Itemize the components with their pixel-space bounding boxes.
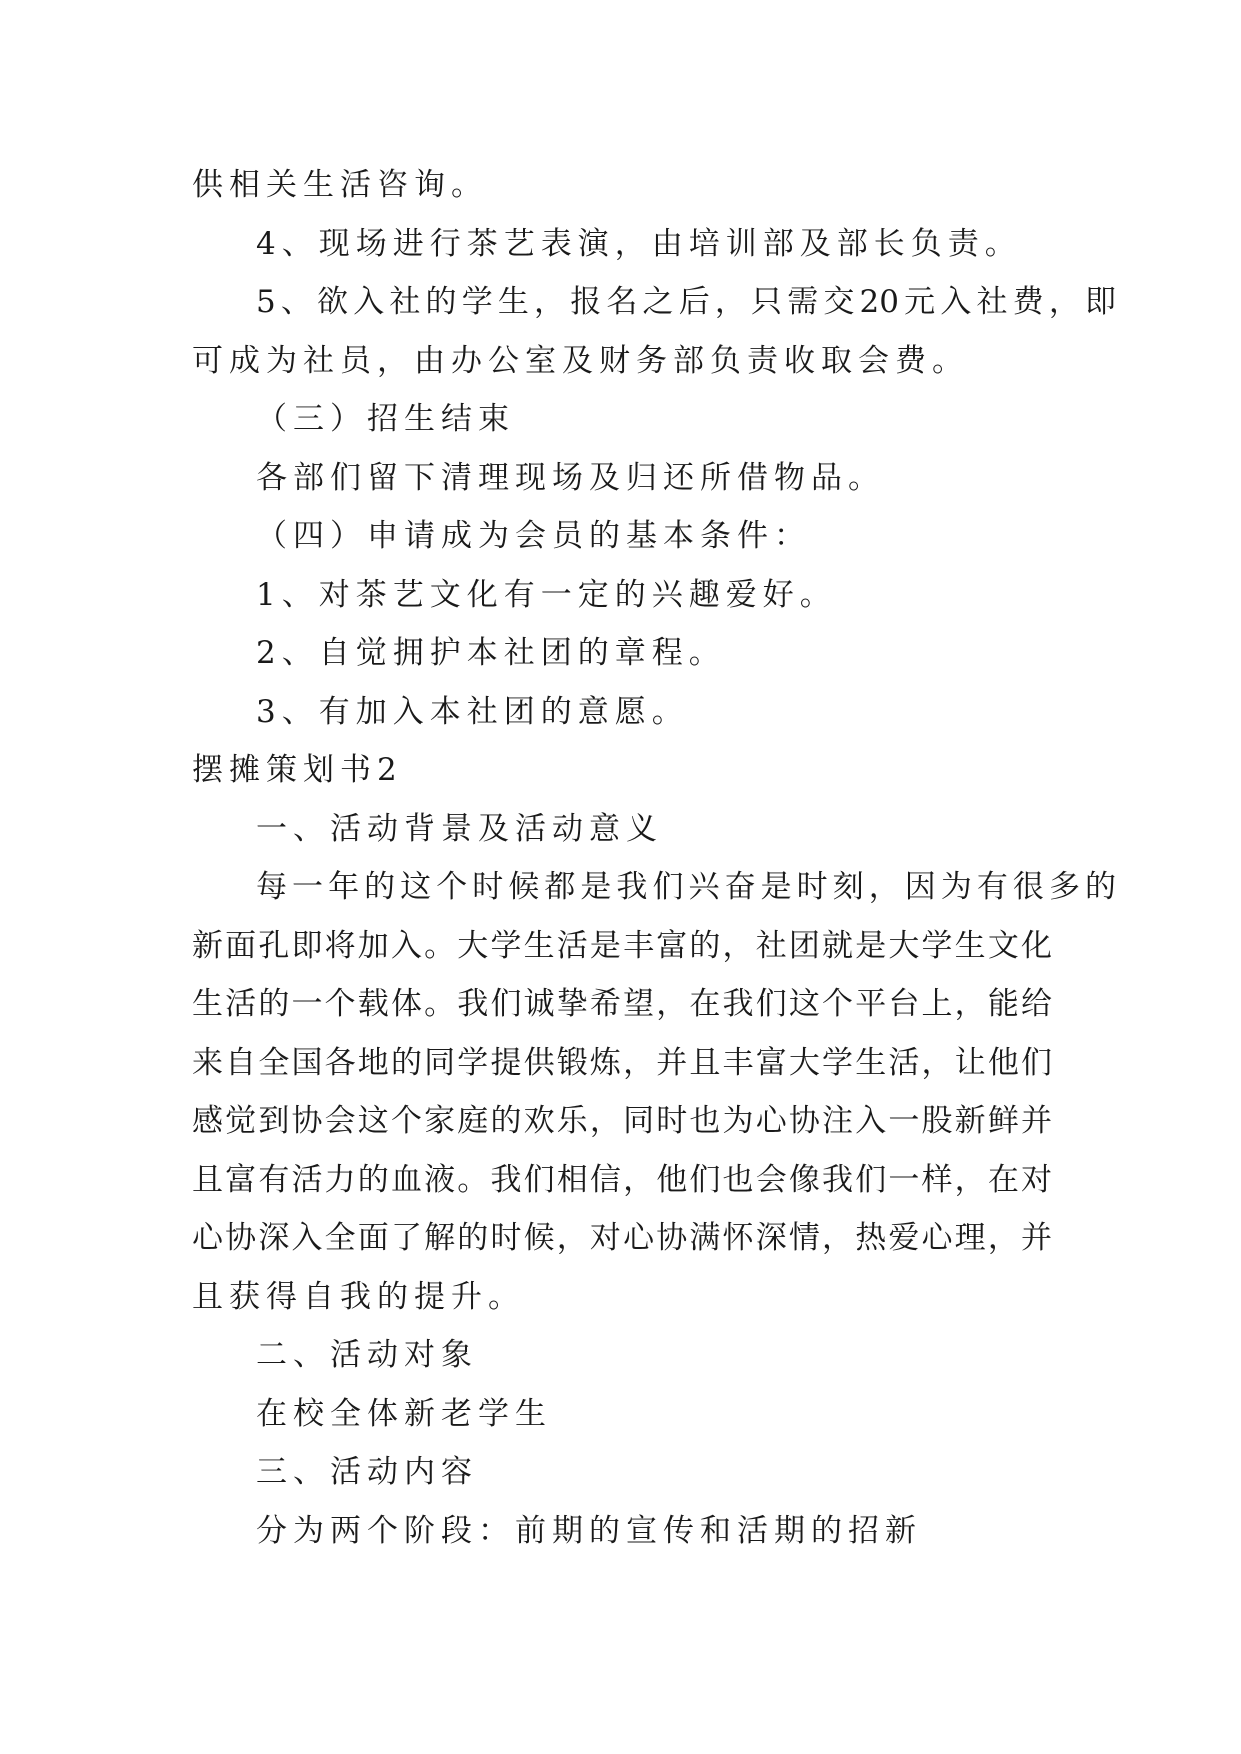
text-line: 每一年的这个时候都是我们兴奋是时刻，因为有很多的 [256, 869, 1116, 905]
section-heading: 二、活动对象 [256, 1337, 478, 1373]
text-line: 且富有活力的血液。我们相信，他们也会像我们一样，在对 [192, 1161, 1052, 1198]
list-item: 2、自觉拥护本社团的章程。 [256, 635, 726, 671]
text-line: 且获得自我的提升。 [192, 1278, 525, 1315]
text-line: 可成为社员，由办公室及财务部负责收取会费。 [192, 342, 969, 379]
section-heading: 一、活动背景及活动意义 [256, 810, 663, 847]
text-line: 4、现场进行茶艺表演，由培训部及部长负责。 [256, 225, 1022, 262]
section-heading: （三）招生结束 [256, 401, 515, 437]
list-item: 3、有加入本社团的意愿。 [256, 693, 689, 730]
text-line: 供相关生活咨询。 [192, 167, 488, 203]
text-line: 生活的一个载体。我们诚挚希望，在我们这个平台上，能给 [192, 986, 1052, 1022]
text-line: 各部们留下清理现场及归还所借物品。 [256, 459, 885, 496]
text-line: 来自全国各地的同学提供锻炼，并且丰富大学生活，让他们 [192, 1044, 1052, 1081]
text-line: 心协深入全面了解的时候，对心协满怀深情，热爱心理，并 [192, 1220, 1052, 1256]
list-item: 1、对茶艺文化有一定的兴趣爱好。 [256, 576, 837, 613]
text-line: 感觉到协会这个家庭的欢乐，同时也为心协注入一股新鲜并 [192, 1103, 1052, 1139]
text-line: 分为两个阶段：前期的宣传和活期的招新 [256, 1512, 922, 1549]
text-line: 在校全体新老学生 [256, 1395, 552, 1432]
text-line: 新面孔即将加入。大学生活是丰富的，社团就是大学生文化 [192, 927, 1052, 964]
text-line: 5、欲入社的学生，报名之后，只需交20元入社费，即 [256, 284, 1116, 320]
document-body [192, 156, 1116, 1560]
section-heading: （四）申请成为会员的基本条件： [256, 518, 811, 554]
section-heading: 三、活动内容 [256, 1454, 478, 1490]
document-title: 摆摊策划书2 [192, 752, 403, 788]
